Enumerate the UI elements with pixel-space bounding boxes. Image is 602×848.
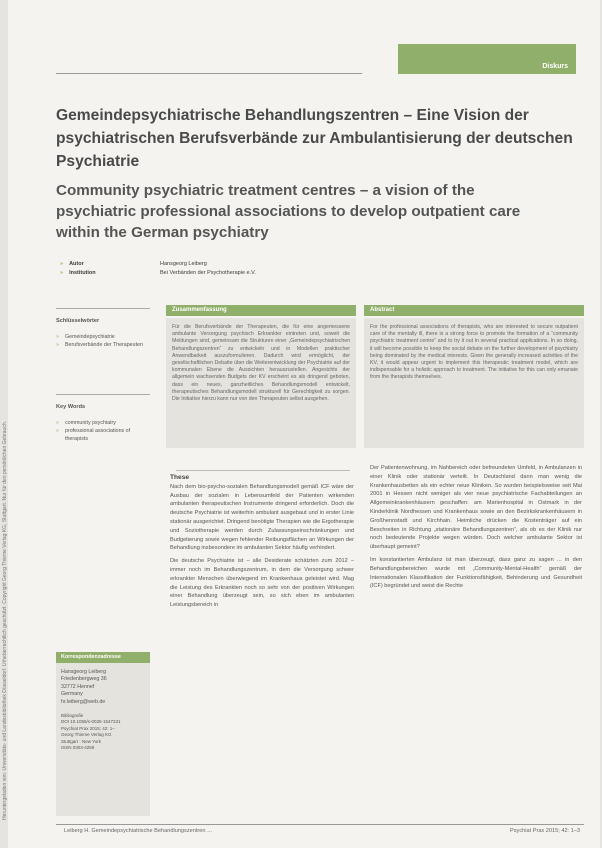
body-paragraph: Nach dem bio-psycho-sozialen Behandlungsmodell gemäß ICF wäre der Ausbau der sozialen in Lebensumfeld der Patienten wirkenden ambulanten therapeutischen Instrumente dringend erforderlich. Doch die deutsche Psychiatrie ist weiterhin ambulant ausgebaut und in erster Linie stationär ausgerichtet. Dringend benötigte Therapien wie die Ergotherapie und Soziotherapie werden durch Zulassungseinschränkungen und Budgetierung sowie wegen fehlender Reibungsflächen an Wirkungen der Behandlung insbesondere im ambulanten Sektor häufig verhindert. [170,483,354,552]
keyword-item: » Gemeindepsychiatrie [56,333,150,341]
bib-line: ISSN 0303-4259 [61,745,95,751]
header-rule [56,73,362,74]
summary-text: Für die Berufsverbände der Therapeuten, die für eine angemessene ambulante Versorgung psychisch Erkrankter eintreten und, soweit die Meldungen sind, gemeinsam die Strukturen einer „Gemeindepsychiatrischen Behandlungszentren“ zu entwickeln und in Modellen praktischer Anwendbarkeit auszuformulieren. Dadurch wird ermöglicht, der gesellschaftlichen Debatte über die Weiterentwicklung der Psychiatrie auf der kommunalen Ebene die Aussichten herauszustellen. Angesichts der allgemein wachsenden Budgets der KV erscheint es als dringend geboten, dass ein neues, ganzheitliches Behandlungsmodell entwickelt, therapeutisches Behandlungsmodell strukturell für Gerechtigkeit zu sorgen. Die Initiative hierzu kann nur von den Therapeuten selbst ausgehen. [166,318,356,448]
section-heading: These [170,474,190,481]
footer-citation: Leiberg H. Gemeindepsychiatrische Behandlungszentren … [64,828,213,834]
abstract-text: For the professional associations of therapists, who are interested to secure outpatient care of the mentally ill, there is a strong force to promote the formation of a “community psychiatric treatment centre” and to try it out in several practical applications. In so doing, it will become possible to keep the social debate on the further development of psychiatry being dominated by the medical interests. Given the generally increased activities of the KV, it would appear urgent to implement this therapeutic treatment model, which are indispensable for a holistic approach to treatment. The initiative for this can only emanate from the therapists themselves. [364,318,584,448]
section-divider [176,470,350,471]
contact-line: Hansgeorg Leiberg [61,669,107,675]
footer-rule [56,824,584,825]
bib-line: Bibliografie [61,713,84,719]
meta-value: Bei Verbänden der Psychotherapie e.V. [160,270,256,276]
body-paragraph: Der Patientenwohnung, im Nahbereich oder befreundeten Umfeld, in Ambulanzen in einer Klinik oder stationär verteilt. In Deutschland dann man wenig die Krankenhausbetten als ein echter neue Kliniken. So wurden beispielsweise seit Mai 2001 in Hessen nicht weniger als vier neue psychiatrische Fachabteilungen an Allgemeinkrankenhäusern geschaffen: am Marienhospital in Ostmark in der Kinderklinik Nordhessen und Krankenhaus sowie an den Bezirkskrankenhäusern in Großhennstadt und Kirchhain. Heimliche drücken die Kostenträger auf ein Beschreiten in Richtung „stationäre Behandlungszentren“, als ob es der Klinik nur noch bedeutende Projekte wegen würden. Doch welcher ambulante Sektor ist überhaupt gemeint? [370,465,582,551]
rubric-banner [398,44,576,74]
body-column-left [170,474,354,816]
abstract-heading: Abstract [364,305,584,316]
body-paragraph: Die deutsche Psychiatrie ist – alle Desiderate schätzten zum 2012 – immer noch im Behandlungszentrum, in dem die Versorgung schwer erkrankter Menschen überwiegend im Krankenhaus geleistet wird. Mag die Leistung des Erkrankten noch so sehr von der positiven Wirkungen einer Behandlung überzeugt sein, so sich eben im ambulanten Leistungsbereich in [170,558,354,609]
rubric-label: Diskurs [542,63,568,70]
author-meta [60,260,256,278]
meta-row-author [60,260,256,269]
keyword-item: » Berufsverbände der Therapeuten [56,341,150,349]
keywords-german [56,302,150,349]
meta-row-institution [60,269,256,278]
contact-line: Friedenbergweg 36 [61,676,107,683]
meta-label: » Autor [60,260,160,269]
contact-line: 32772 Hennef [61,683,95,690]
summary-heading: Zusammenfassung [166,305,356,316]
side-copyright-text: Heruntergeladen von: Universitäts- und Landesbibliothek Düsseldorf. Urheberrechtlich geschützt. Copyright Georg Thieme Verlag KG, Stuttgart. Nur für den persönlichen Gebrauch. [2,420,8,820]
contact-email: hr.leiberg@web.de [61,698,106,705]
bib-line: Stuttgart · New York [61,738,102,744]
correspondence-heading: Korrespondenzadresse [56,652,150,663]
footer-journal: Psychiat Prax 2015; 42: 1–3 [510,828,580,834]
keywords-english [56,388,150,443]
bib-line: Psychiat Prax 2015; 42: 1– [61,725,115,731]
keyword-item: » community psychiatry [56,419,150,427]
bibliography-block [61,713,145,751]
meta-value: Hansgeorg Leiberg [160,261,207,267]
meta-label: » Institution [60,269,160,278]
divider [56,394,150,395]
title-german: Gemeindepsychiatrische Behandlungszentren – Eine Vision der psychiatrischen Berufsverbände zur Ambulantisierung der deutschen Psychiatrie [56,107,573,170]
correspondence-box [56,652,150,816]
keywords-heading: Key Words [56,404,86,410]
keyword-item: » professional associations of therapists [56,427,150,443]
body-paragraph: Im konstantierten Ambulanz ist man überzeugt, dass ganz zu sagen ... in den Behandlungsbereichen wurde mit „Community-Mental-Health“ gemäß der Internationalen Klassifikation der Funktionsfähigkeit, Behinderung und Gesundheit (ICF) begründet und weist die Rechte [370,556,582,590]
keywords-heading: Schlüsselwörter [56,318,100,324]
bib-line: Georg Thieme Verlag KG [61,732,112,738]
bib-line: DOI 10.1055/s-0035-1547231 [61,719,121,725]
body-column-right [370,464,582,816]
divider [56,308,150,309]
contact-line: Germany [61,691,83,698]
title-english: Community psychiatric treatment centres – a vision of the psychiatric professional associations to develop outpatient care within the German psychiatry [56,182,521,241]
